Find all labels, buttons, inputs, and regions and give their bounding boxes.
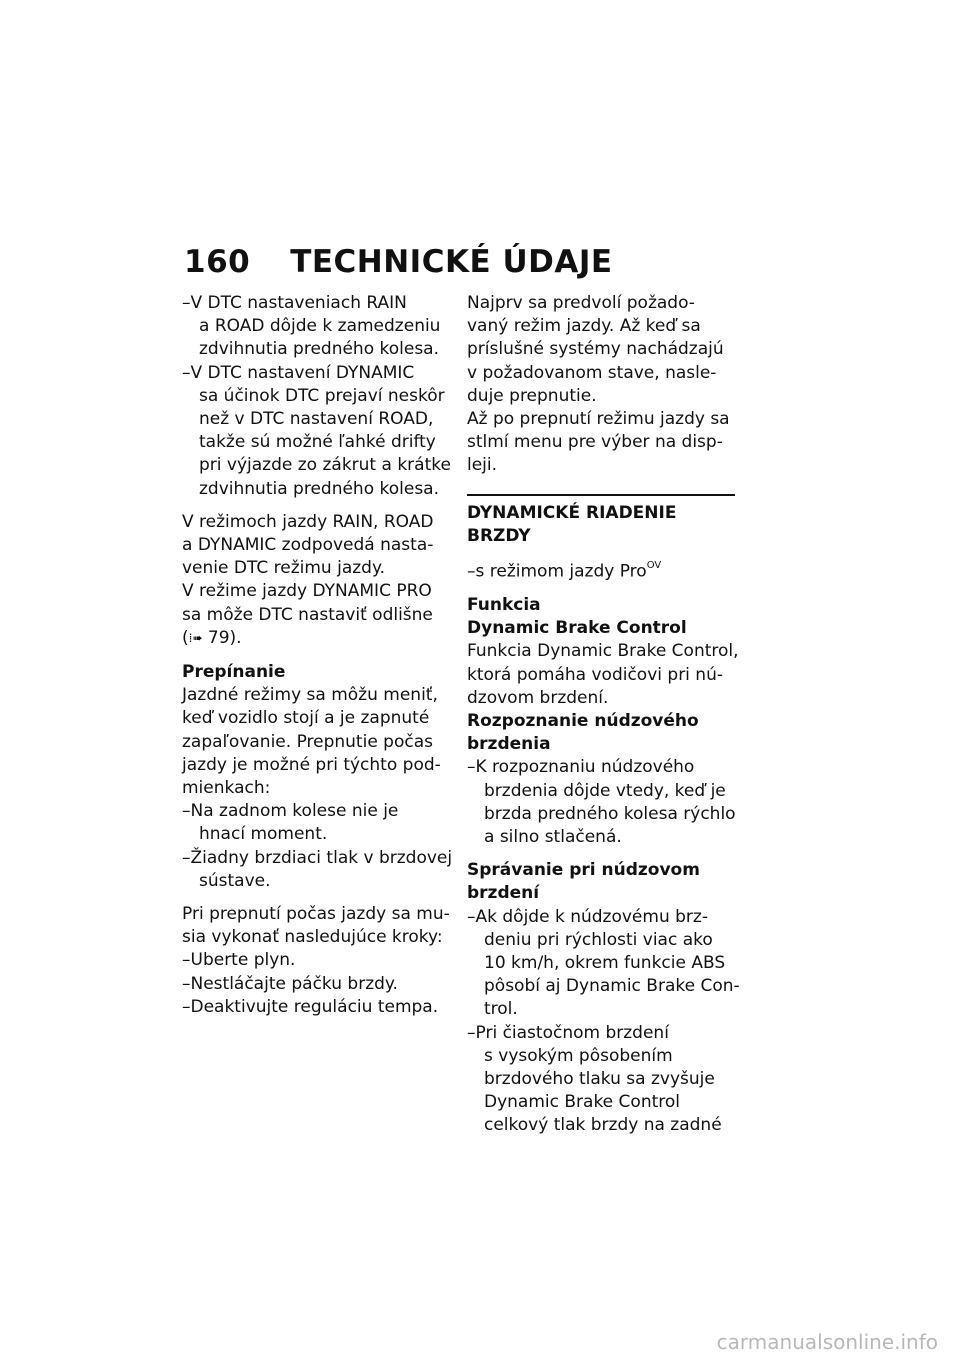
- text-line: a DYNAMIC zodpovedá nasta-: [182, 535, 434, 556]
- behavior-list: [467, 906, 742, 1138]
- text-line: a ROAD dôjde k zamedzeniu: [199, 316, 441, 337]
- list-item: [182, 800, 452, 846]
- paragraph: [467, 640, 742, 710]
- list-item: [467, 1022, 742, 1138]
- text-line: sa účinok DTC prejaví neskôr: [199, 385, 445, 406]
- text-line: sa môže DTC nastaviť odlišne: [182, 604, 433, 625]
- text-line: BRZDY: [467, 525, 531, 546]
- paragraph: [467, 292, 742, 408]
- text-line: Dynamic Brake Control: [467, 618, 687, 639]
- text-line: –Ak dôjde k núdzovému brz-: [467, 906, 708, 927]
- text-line: stlmí menu pre výber na disp-: [467, 432, 723, 453]
- list-item: [182, 362, 452, 501]
- option-superscript: OV: [646, 560, 662, 572]
- text-line: keď vozidlo stojí a je zapnuté: [182, 708, 430, 729]
- text-line: Dynamic Brake Control: [484, 1092, 680, 1113]
- text-line: pôsobí aj Dynamic Brake Con-: [484, 976, 740, 997]
- text-line: brzda predného kolesa rýchlo: [484, 803, 736, 824]
- text-line: leji.: [467, 455, 498, 476]
- list-item: [182, 292, 452, 362]
- text-line: Funkcia Dynamic Brake Control,: [467, 641, 739, 662]
- text-line: dzovom brzdení.: [467, 687, 609, 708]
- text-line: pri výjazde zo zákrut a krátke: [199, 455, 451, 476]
- text-line: sia vykonať nasledujúce kroky:: [182, 927, 443, 948]
- text-line: –V DTC nastaveniach RAIN: [182, 293, 407, 313]
- list-item: –Deaktivujte reguláciu tempa.: [182, 996, 439, 1017]
- text-line: Funkcia: [467, 594, 541, 615]
- text-line: zapaľovanie. Prepnutie počas: [182, 731, 433, 752]
- text-line: –K rozpoznaniu núdzového: [467, 757, 695, 778]
- text-line: Pri prepnutí počas jazdy sa mu-: [182, 904, 450, 925]
- list-item: [467, 756, 742, 849]
- text-line: jazdy je možné pri týchto pod-: [182, 754, 441, 775]
- text-line: mienkach:: [182, 778, 271, 799]
- text-line: brzdového tlaku sa zvyšuje: [484, 1068, 715, 1089]
- subsection-heading: [467, 859, 742, 905]
- text-line: deniu pri rýchlosti viac ako: [484, 929, 713, 950]
- option-text: –s režimom jazdy Pro: [467, 561, 647, 582]
- text-line: Jazdné režimy sa môžu meniť,: [182, 685, 438, 706]
- text-line: s vysokým pôsobením: [484, 1045, 673, 1066]
- subsection-heading: [467, 710, 742, 756]
- text-line: Až po prepnutí režimu jazdy sa: [467, 409, 730, 430]
- section-title: [467, 502, 742, 548]
- section-heading: Prepínanie: [182, 662, 286, 683]
- text-line: brzdenia dôjde vtedy, keď je: [484, 780, 726, 801]
- watermark: carmanualsonline.info: [716, 1330, 938, 1354]
- text-line: zdvihnutia predného kolesa.: [199, 339, 440, 360]
- steps-list: [182, 949, 452, 1019]
- text-line: V režime jazdy DYNAMIC PRO: [182, 581, 432, 602]
- text-line: zdvihnutia predného kolesa.: [199, 478, 440, 499]
- text-line: a silno stlačená.: [484, 826, 622, 847]
- text-line: –Žiadny brzdiaci tlak v brzdovej: [182, 847, 453, 868]
- text-line: brzdení: [467, 883, 540, 904]
- text-line: hnací moment.: [199, 824, 328, 845]
- paragraph: [467, 408, 742, 478]
- page-reference-arrow-icon: ⁞➠: [188, 630, 203, 645]
- detection-list: [467, 756, 742, 849]
- list-item: –Nestláčajte páčku brzdy.: [182, 973, 398, 994]
- text-line: sústave.: [199, 870, 271, 891]
- right-column: [467, 292, 742, 1138]
- text-line: než v DTC nastavení ROAD,: [199, 409, 434, 430]
- text-line: takže sú možné ľahké drifty: [199, 432, 436, 453]
- page-header: [184, 244, 613, 280]
- text-line: –V DTC nastavení DYNAMIC: [182, 362, 415, 383]
- paragraph: [182, 580, 452, 651]
- option-note: [467, 556, 742, 584]
- list-item: [182, 847, 452, 893]
- subsection-heading: [467, 594, 742, 640]
- text-line: DYNAMICKÉ RIADENIE: [467, 502, 677, 523]
- reference-page: 79).: [207, 627, 242, 648]
- text-line: trol.: [484, 999, 518, 1020]
- dtc-list: [182, 292, 452, 501]
- text-line: venie DTC režimu jazdy.: [182, 558, 385, 579]
- text-line: Správanie pri núdzovom: [467, 860, 700, 881]
- text-line: v požadovanom stave, nasle-: [467, 362, 717, 383]
- conditions-list: [182, 800, 452, 893]
- page-number: 160: [184, 244, 251, 280]
- paragraph: [182, 511, 452, 581]
- text-line: V režimoch jazdy RAIN, ROAD: [182, 511, 434, 532]
- text-line: ktorá pomáha vodičovi pri nú-: [467, 664, 723, 685]
- list-item: –Uberte plyn.: [182, 950, 296, 971]
- text-line: príslušné systémy nachádzajú: [467, 339, 724, 360]
- text-line: celkový tlak brzdy na zadné: [484, 1115, 722, 1136]
- page-reference: (⁞➠ 79).: [182, 627, 452, 651]
- text-line: vaný režim jazdy. Až keď sa: [467, 316, 701, 337]
- page-title: TECHNICKÉ ÚDAJE: [290, 244, 613, 280]
- text-line: duje prepnutie.: [467, 385, 597, 406]
- text-line: –Pri čiastočnom brzdení: [467, 1022, 669, 1043]
- left-column: [182, 292, 452, 1019]
- text-line: –Na zadnom kolese nie je: [182, 801, 399, 822]
- text-line: 10 km/h, okrem funkcie ABS: [484, 952, 726, 973]
- text-line: Najprv sa predvolí požado-: [467, 293, 695, 313]
- text-line: brzdenia: [467, 734, 551, 755]
- paragraph: [182, 903, 452, 949]
- paragraph: [182, 684, 452, 800]
- text-line: Rozpoznanie núdzového: [467, 710, 699, 731]
- list-item: [467, 906, 742, 1022]
- section-divider: [467, 494, 735, 496]
